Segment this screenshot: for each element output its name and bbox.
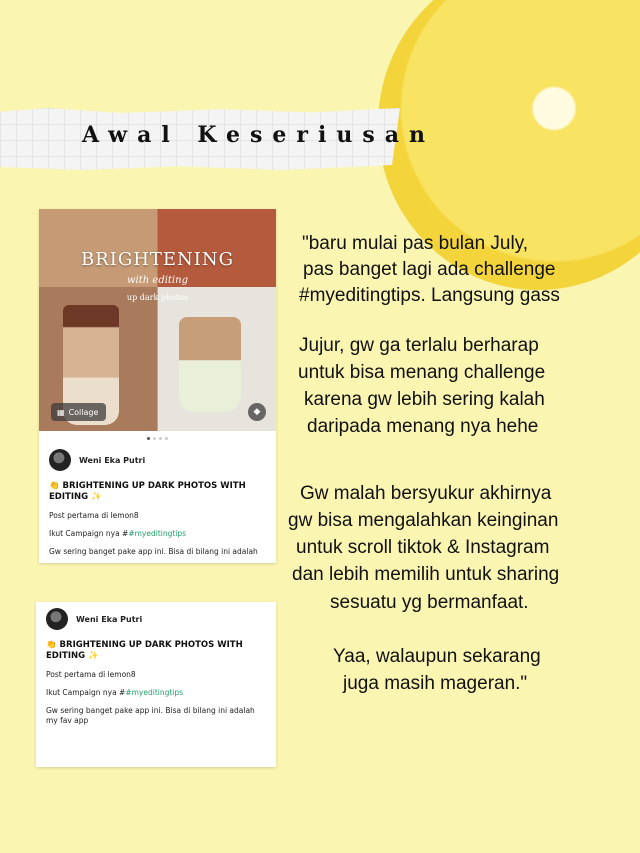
quote-line: juga masih mageran." (343, 673, 528, 694)
post-text-line (36, 680, 276, 698)
carousel-dot[interactable] (159, 437, 162, 440)
post-text-zoom-card (36, 602, 276, 767)
post-card[interactable] (39, 209, 276, 563)
collage-label: Collage (68, 407, 99, 417)
post-text-line: Post pertama di lemon8 (49, 511, 139, 520)
author-row[interactable] (36, 602, 276, 630)
tag-button[interactable] (248, 403, 266, 421)
post-text-line: Gw sering banget pake app ini. Bisa di bilang ini adalah (49, 547, 258, 556)
quote-line: pas banget lagi ada challenge (303, 259, 556, 280)
cover-subtitle: with editing (127, 275, 188, 286)
carousel-dot[interactable] (153, 437, 156, 440)
quote-line: Yaa, walaupun sekarang (333, 646, 541, 667)
quote-line: #myeditingtips. Langsung gass (299, 285, 560, 306)
post-title (36, 630, 276, 662)
quote-line: Jujur, gw ga terlalu berharap (299, 335, 539, 356)
cover-caption: up dark photos (126, 293, 189, 302)
cover-title: BRIGHTENING (80, 249, 235, 270)
author-name[interactable]: Weni Eka Putri (76, 614, 143, 624)
quote-line: "baru mulai pas bulan July, (302, 233, 529, 254)
quote-line: sesuatu yg bermanfaat. (330, 592, 529, 613)
hashtag-link[interactable]: #myeditingtips (128, 529, 187, 538)
post-title-line: EDITING ✨ (46, 651, 99, 661)
collage-button[interactable] (51, 403, 106, 421)
quote-line: dan lebih memilih untuk sharing (292, 564, 560, 585)
post-text-part: my fav app (46, 716, 89, 725)
tag-icon: ◆ (253, 407, 261, 417)
quote-line: untuk bisa menang challenge (298, 362, 546, 383)
post-text-line (39, 521, 276, 539)
post-title: 👏 BRIGHTENING UP DARK PHOTOS WITH EDITING ✨ (49, 481, 246, 502)
post-text-prefix: Ikut Campaign nya # (49, 529, 129, 538)
post-text-prefix: Ikut Campaign nya # (46, 688, 126, 697)
post-text-part: Gw sering banget pake app ini. Bisa di bilang ini adalah (46, 706, 255, 715)
avatar[interactable] (46, 608, 68, 630)
quote-line: karena gw lebih sering kalah (304, 389, 545, 410)
avatar[interactable] (49, 449, 71, 471)
grid-icon: ▦ (57, 407, 65, 417)
carousel-dot[interactable] (165, 437, 168, 440)
hashtag-link[interactable]: #myeditingtips (125, 688, 184, 697)
quote-line: untuk scroll tiktok & Instagram (296, 537, 550, 558)
post-text-line: Post pertama di lemon8 (46, 670, 136, 679)
quote-line: gw bisa mengalahkan keinginan (288, 510, 559, 531)
post-cover-photo[interactable] (39, 209, 276, 431)
dalgona-coffee-image (179, 317, 241, 412)
quote-line: Gw malah bersyukur akhirnya (300, 483, 552, 504)
carousel-dot[interactable] (147, 437, 150, 440)
post-text-line (36, 698, 276, 726)
page-title: Awal Keseriusan (82, 122, 435, 148)
author-row[interactable] (39, 443, 276, 471)
author-name[interactable]: Weni Eka Putri (79, 455, 146, 465)
post-title-line: 👏 BRIGHTENING UP DARK PHOTOS WITH (46, 640, 243, 650)
quote-line: daripada menang nya hehe (307, 416, 539, 437)
